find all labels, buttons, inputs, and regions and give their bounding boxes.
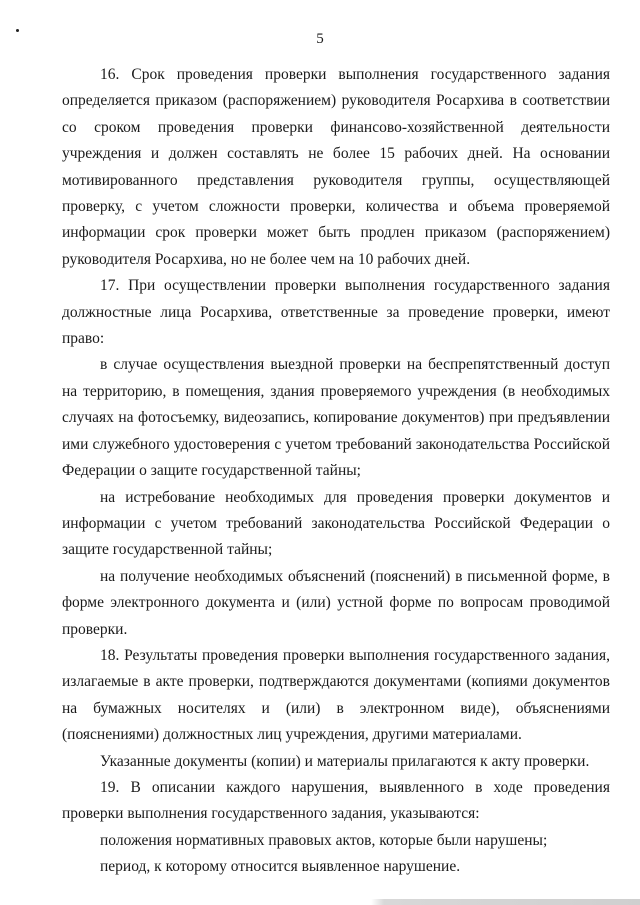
violation-item-period: период, к которому относится выявленное нарушение. <box>100 858 461 876</box>
attached-documents-note: Указанные документы (копии) и материалы прилагаются к акту проверки. <box>100 752 590 770</box>
right-obtain-explanations: на получение необходимых объяснений (пояснений) в письменной форме, в форме электронного документа и (или) устной форме по вопросам проводимой проверки. <box>62 567 610 638</box>
paragraph-19: 19. В описании каждого нарушения, выявленного в ходе проведения проверки выполнения государственного задания, указываются: <box>62 778 610 823</box>
page-number: 5 <box>316 31 324 47</box>
right-onsite-access: в случае осуществления выездной проверки на беспрепятственный доступ на территорию, в помещения, здания проверяемого учреждения (в необходимых случаях на фотосъемку, видеозапись, копирование документов) при предъявлении ими служебного удостоверения с учетом требований законодательства Российской Федерации о защите государственной тайны; <box>62 356 610 480</box>
paragraph-18: 18. Результаты проведения проверки выполнения государственного задания, излагаемые в акте проверки, подтверждаются документами (копиями документов на бумажных носителях и (или) в электронном виде), объяснениями (пояснениями) должностных лиц учреждения, другими материалами. <box>62 646 610 744</box>
paragraph-17: 17. При осуществлении проверки выполнения государственного задания должностные лица Росархива, ответственные за проведение проверки, имеют право: <box>62 277 610 348</box>
document-body <box>62 62 610 881</box>
paragraph-16: 16. Срок проведения проверки выполнения государственного задания определяется приказом (распоряжением) руководителя Росархива в соответствии со сроком проведения проверки финансово-хозяйственной деятельности учреждения и должен составлять не более 15 рабочих дней. На основании мотивированного представления руководителя группы, осуществляющей проверку, с учетом сложности проверки, количества и объема проверяемой информации срок проверки может быть продлен приказом (распоряжением) руководителя Росархива, но не более чем на 10 рабочих дней. <box>62 66 610 268</box>
right-request-documents: на истребование необходимых для проведения проверки документов и информации с учетом требований законодательства Российской Федерации о защите государственной тайны; <box>62 488 610 559</box>
scan-bottom-edge <box>0 899 640 905</box>
violation-item-provisions: положения нормативных правовых актов, которые были нарушены; <box>100 831 548 849</box>
